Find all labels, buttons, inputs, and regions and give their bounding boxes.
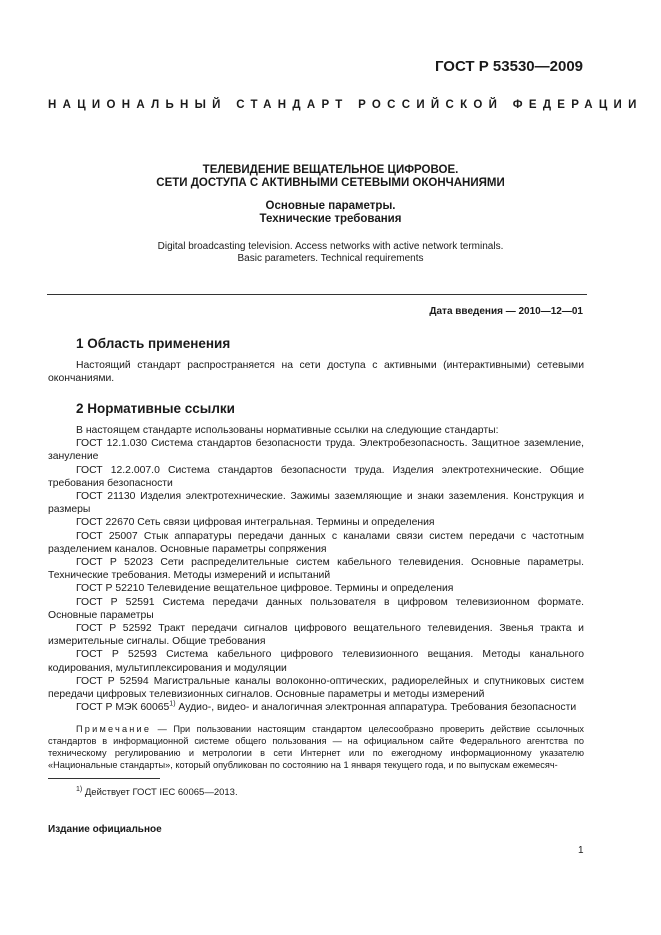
document-code: ГОСТ Р 53530—2009 xyxy=(434,58,583,75)
english-title-line-1: Digital broadcasting television. Access networks with active network terminals. xyxy=(157,241,504,252)
title-line-1: ТЕЛЕВИДЕНИЕ ВЕЩАТЕЛЬНОЕ ЦИФРОВОЕ. xyxy=(202,164,459,176)
section-2-intro: В настоящем стандарте использованы нормативные ссылки на следующие стандарты: xyxy=(76,425,499,436)
reference-item: ГОСТ Р 52592 Тракт передачи сигналов цифрового вещательного телевидения. Звенья тракта и измерительные сигналы. Общие требования xyxy=(48,623,584,648)
note-paragraph xyxy=(48,723,584,771)
reference-item: ГОСТ Р 52593 Система кабельного цифрового телевизионного вещания. Методы канального кодирования, мультиплексирования и модуляции xyxy=(48,649,584,674)
document-subtitle xyxy=(0,200,661,226)
reference-last-rest: Аудио-, видео- и аналогичная электронная аппаратура. Требования безопасности xyxy=(175,702,577,714)
subtitle-line-2: Технические требования xyxy=(259,213,402,225)
reference-item: ГОСТ 21130 Изделия электротехнические. Зажимы заземляющие и знаки заземления. Конструкция и размеры xyxy=(48,491,584,516)
reference-item: ГОСТ Р 52023 Сети распределительные систем кабельного телевидения. Основные параметры. Технические требования. Методы измерений и испытаний xyxy=(48,557,584,582)
reference-item-last xyxy=(48,701,584,714)
document-title xyxy=(0,164,661,190)
reference-item: ГОСТ 25007 Стык аппаратуры передачи данных с каналами связи систем передачи с частотным разделением каналов. Основные параметры сопряжения xyxy=(48,530,584,555)
reference-item: ГОСТ 22670 Сеть связи цифровая интегральная. Термины и определения xyxy=(76,517,435,529)
reference-item: ГОСТ Р 52591 Система передачи данных пользователя в цифровом телевизионном формате. Основные параметры xyxy=(48,596,584,621)
footnote-text: Действует ГОСТ IEC 60065—2013. xyxy=(82,787,238,798)
section-1-text: Настоящий стандарт распространяется на сети доступа с активными (интерактивными) сетевыми окончаниями. xyxy=(48,360,584,385)
subtitle-line-1: Основные параметры. xyxy=(265,200,396,212)
section-1-heading: 1 Область применения xyxy=(76,336,231,351)
reference-item: ГОСТ Р 52210 Телевидение вещательное цифровое. Термины и определения xyxy=(76,583,454,595)
national-standard-banner: НАЦИОНАЛЬНЫЙ СТАНДАРТ РОССИЙСКОЙ ФЕДЕРАЦИИ xyxy=(48,99,643,111)
effective-date: Дата введения — 2010—12—01 xyxy=(429,306,583,317)
official-edition-label: Издание официальное xyxy=(48,824,162,835)
section-2-heading: 2 Нормативные ссылки xyxy=(76,401,235,416)
footnote xyxy=(76,787,238,798)
reference-item: ГОСТ 12.2.007.0 Система стандартов безопасности труда. Изделия электротехнические. Общие требования безопасности xyxy=(48,464,584,489)
english-title xyxy=(0,241,661,265)
reference-item: ГОСТ Р 52594 Магистральные каналы волоконно-оптических, радиорелейных и спутниковых систем передачи цифровых телевизионных сигналов. Основные параметры и методы измерений xyxy=(48,675,584,701)
title-separator xyxy=(47,294,587,295)
title-line-2: СЕТИ ДОСТУПА С АКТИВНЫМИ СЕТЕВЫМИ ОКОНЧАНИЯМИ xyxy=(156,177,505,189)
note-block xyxy=(48,723,584,771)
footnote-separator xyxy=(48,778,160,779)
footnote-ref-marker[interactable]: 1) xyxy=(169,700,176,708)
section-2-body xyxy=(48,424,584,714)
note-text: — При пользовании настоящим стандартом целесообразно проверить действие ссылочных стандартов в информационной системе общего пользования — на официальном сайте Федерального агентства по техническому регулированию и метрологии в сети Интернет или по ежегодному информационному указателю «Национальные стандарты», который опубликован по состоянию на 1 января текущего года, и по выпускам ежемесяч- xyxy=(48,724,584,770)
footnote-marker: 1) xyxy=(76,785,83,793)
reference-last-prefix: ГОСТ Р МЭК 60065 xyxy=(76,702,170,714)
section-1-body xyxy=(48,359,584,385)
reference-item: ГОСТ 12.1.030 Система стандартов безопасности труда. Электробезопасность. Защитное заземление, зануление xyxy=(48,438,584,463)
english-title-line-2: Basic parameters. Technical requirements xyxy=(237,253,424,264)
note-label: Примечание xyxy=(76,724,152,734)
page-number: 1 xyxy=(578,845,584,856)
